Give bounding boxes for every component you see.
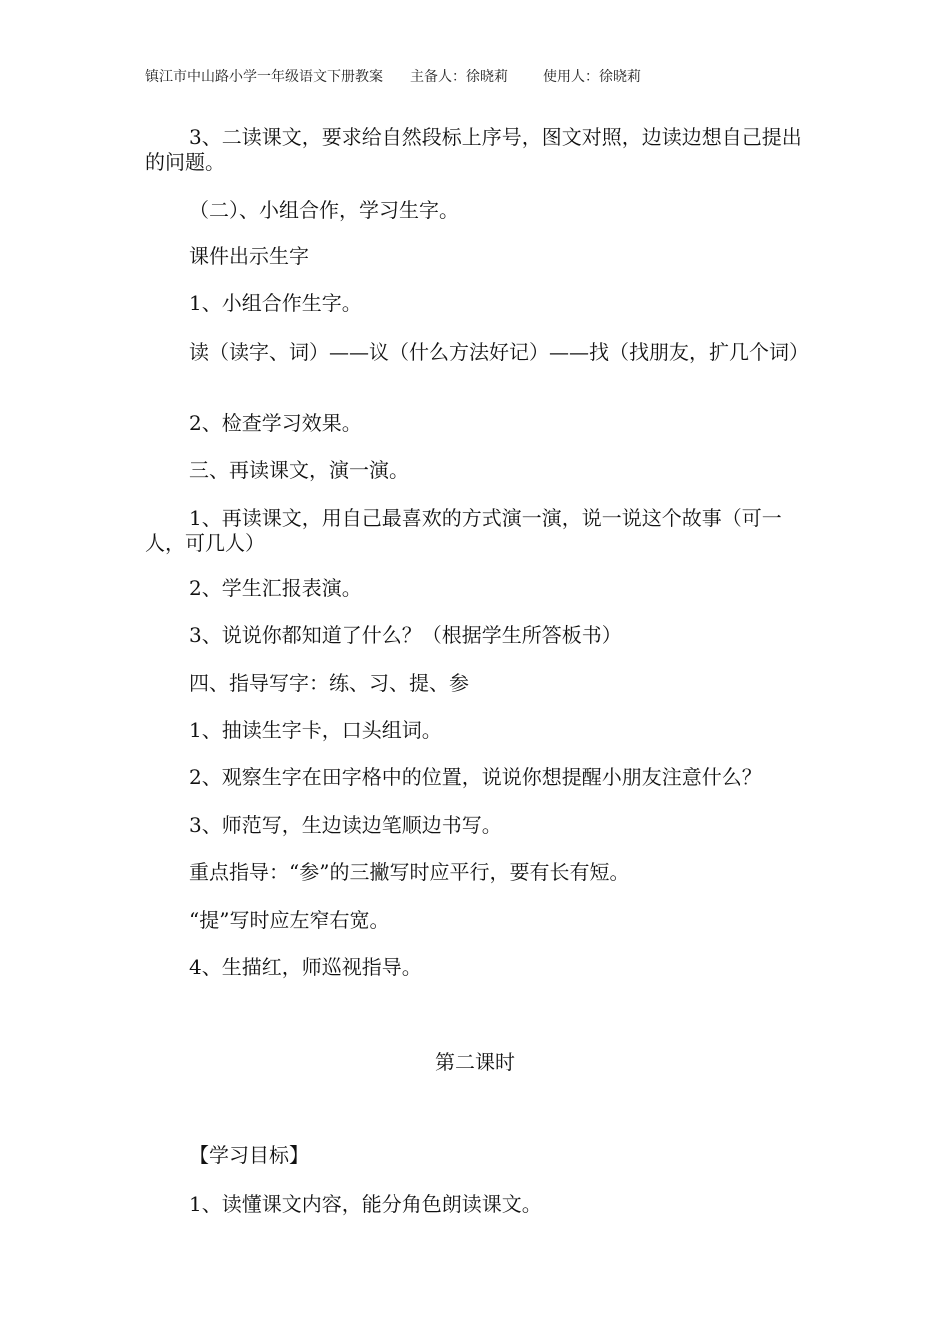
paragraph: 3、二读课文，要求给自然段标上序号，图文对照，边读边想自己提出的问题。 (145, 125, 802, 174)
paragraph: 重点指导：“参”的三撇写时应平行，要有长有短。 (189, 860, 630, 884)
paragraph: 3、说说你都知道了什么？（根据学生所答板书） (189, 623, 622, 647)
paragraph: 2、检查学习效果。 (189, 411, 362, 435)
paragraph: 3、师范写，生边读边笔顺边书写。 (189, 813, 502, 837)
header-school: 镇江市中山路小学一年级语文下册教案 (145, 69, 383, 85)
paragraph: 四、指导写字：练、习、提、参 (189, 671, 469, 695)
goals-heading: 【学习目标】 (189, 1143, 309, 1167)
paragraph: 课件出示生字 (189, 244, 309, 268)
header-user: 使用人：徐晓莉 (543, 69, 641, 85)
paragraph: 三、再读课文，演一演。 (189, 458, 409, 482)
paragraph: 2、学生汇报表演。 (189, 576, 362, 600)
paragraph: “提”写时应左窄右宽。 (189, 908, 390, 932)
paragraph: 4、生描红，师巡视指导。 (189, 955, 422, 979)
section-title: 第二课时 (435, 1050, 515, 1074)
page-header (145, 66, 641, 86)
header-preparer: 主备人：徐晓莉 (410, 69, 508, 85)
paragraph: 读（读字、词）——议（什么方法好记）——找（找朋友，扩几个词） (189, 340, 809, 364)
paragraph: 1、小组合作生字。 (189, 291, 362, 315)
paragraph: （二）、小组合作，学习生字。 (189, 198, 459, 222)
paragraph: 2、观察生字在田字格中的位置，说说你想提醒小朋友注意什么？ (189, 765, 762, 789)
paragraph: 1、抽读生字卡，口头组词。 (189, 718, 442, 742)
paragraph: 1、再读课文，用自己最喜欢的方式演一演，说一说这个故事（可一人，可几人） (145, 506, 782, 555)
goal-item: 1、读懂课文内容，能分角色朗读课文。 (189, 1192, 542, 1216)
